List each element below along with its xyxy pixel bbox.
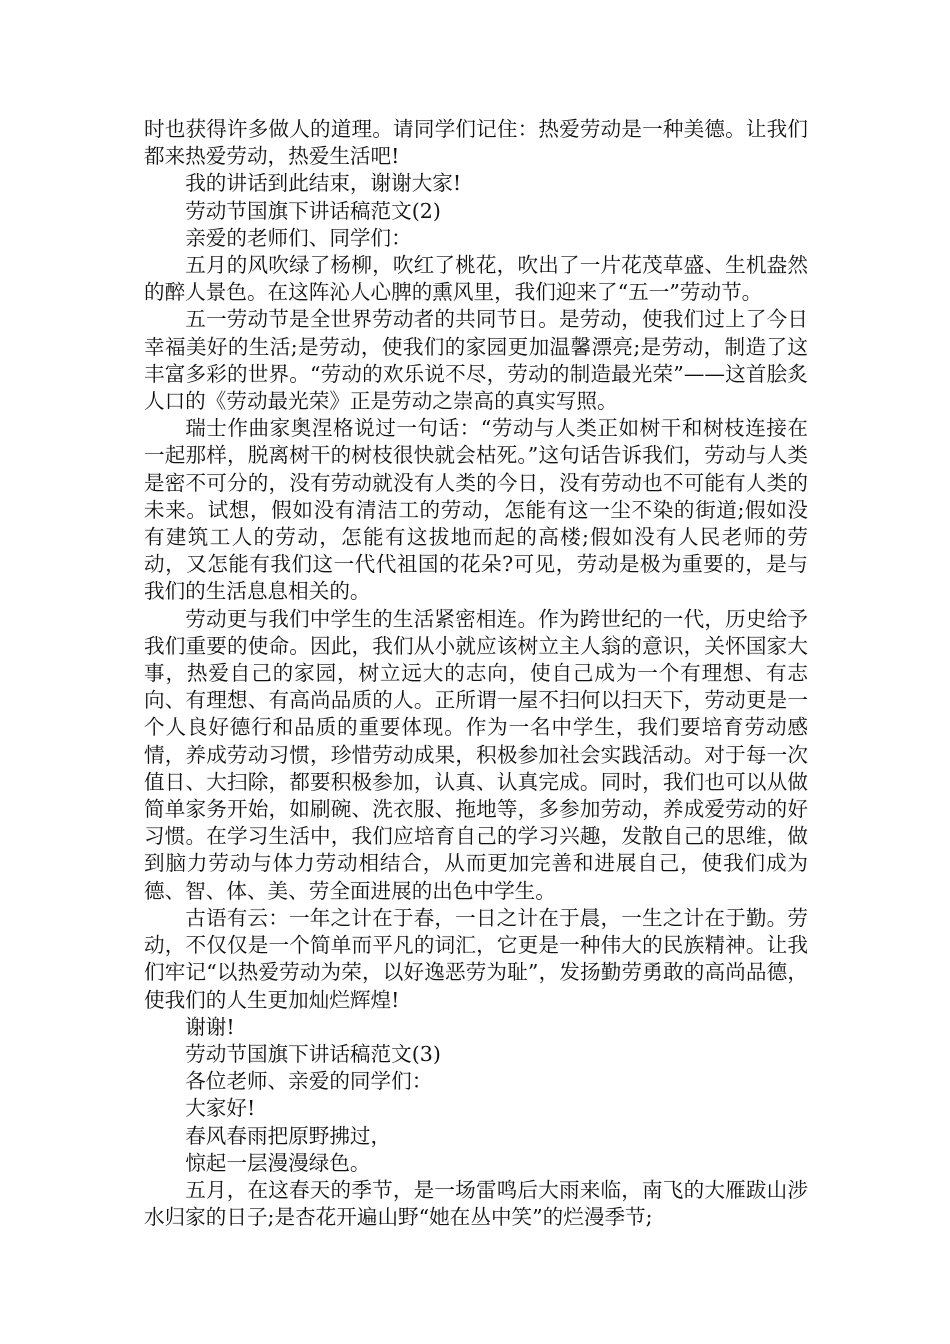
salutation: 各位老师、亲爱的同学们：	[185, 1069, 433, 1094]
paragraph: 五一劳动节是全世界劳动者的共同节日。是劳动，使我们过上了今日幸福美好的生活;是劳动，使我们的家园更加温馨漂亮;是劳动，制造了这丰富多彩的世界。“劳动的欢乐说不尽，劳动的制造最光荣”——这首脍炙人口的《劳动最光荣》正是劳动之崇高的真实写照。	[144, 307, 808, 414]
paragraph: 我的讲话到此结束，谢谢大家!	[185, 171, 462, 196]
paragraph: 古语有云：一年之计在于春，一日之计在于晨，一生之计在于勤。劳动，不仅仅是一个简单而平凡的词汇，它更是一种伟大的民族精神。让我们牢记“以热爱劳动为荣，以好逸恶劳为耻”，发扬勤劳勇敢的高尚品德，使我们的人生更加灿烂辉煌!	[144, 905, 808, 1012]
section-heading: 劳动节国旗下讲话稿范文(2)	[185, 198, 441, 223]
salutation: 亲爱的老师们、同学们：	[185, 225, 412, 250]
document-body	[144, 116, 808, 1231]
section-heading: 劳动节国旗下讲话稿范文(3)	[185, 1041, 441, 1066]
paragraph: 瑞士作曲家奥涅格说过一句话：“劳动与人类正如树干和树枝连接在一起那样，脱离树干的树枝很快就会枯死。”这句话告诉我们，劳动与人类是密不可分的，没有劳动就没有人类的今日，没有劳动也不可能有人类的未来。试想，假如没有清洁工的劳动，怎能有这一尘不染的街道;假如没有建筑工人的劳动，怎能有这拔地而起的高楼;假如没有人民老师的劳动，又怎能有我们这一代代祖国的花朵?可见，劳动是极为重要的，是与我们的生活息息相关的。	[144, 416, 808, 604]
paragraph: 五月的风吹绿了杨柳，吹红了桃花，吹出了一片花茂草盛、生机盎然的醉人景色。在这阵沁人心脾的熏风里，我们迎来了“五一”劳动节。	[144, 253, 808, 305]
paragraph: 时也获得许多做人的道理。请同学们记住：热爱劳动是一种美德。让我们都来热爱劳动，热爱生活吧!	[144, 117, 808, 169]
greeting: 大家好!	[185, 1096, 256, 1121]
paragraph: 五月，在这春天的季节，是一场雷鸣后大雨来临，南飞的大雁跋山涉水归家的日子;是杏花开遍山野“她在丛中笑”的烂漫季节;	[144, 1177, 808, 1230]
closing-line: 谢谢!	[185, 1014, 235, 1039]
paragraph: 劳动更与我们中学生的生活紧密相连。作为跨世纪的一代，历史给予我们重要的使命。因此，我们从小就应该树立主人翁的意识，关怀国家大事，热爱自己的家园，树立远大的志向，使自己成为一个有理想、有志向、有理想、有高尚品质的人。正所谓一屋不扫何以扫天下，劳动更是一个人良好德行和品质的重要体现。作为一名中学生，我们要培育劳动感情，养成劳动习惯，珍惜劳动成果，积极参加社会实践活动。对于每一次值日、大扫除，都要积极参加，认真、认真完成。同时，我们也可以从做简单家务开始，如刷碗、洗衣服、拖地等，多参加劳动，养成爱劳动的好习惯。在学习生活中，我们应培育自己的学习兴趣，发散自己的思维，做到脑力劳动与体力劳动相结合，从而更加完善和进展自己，使我们成为德、智、体、美、劳全面进展的出色中学生。	[144, 606, 808, 903]
verse-line: 春风春雨把原野拂过，	[185, 1123, 392, 1148]
verse-line: 惊起一层漫漫绿色。	[185, 1150, 371, 1175]
